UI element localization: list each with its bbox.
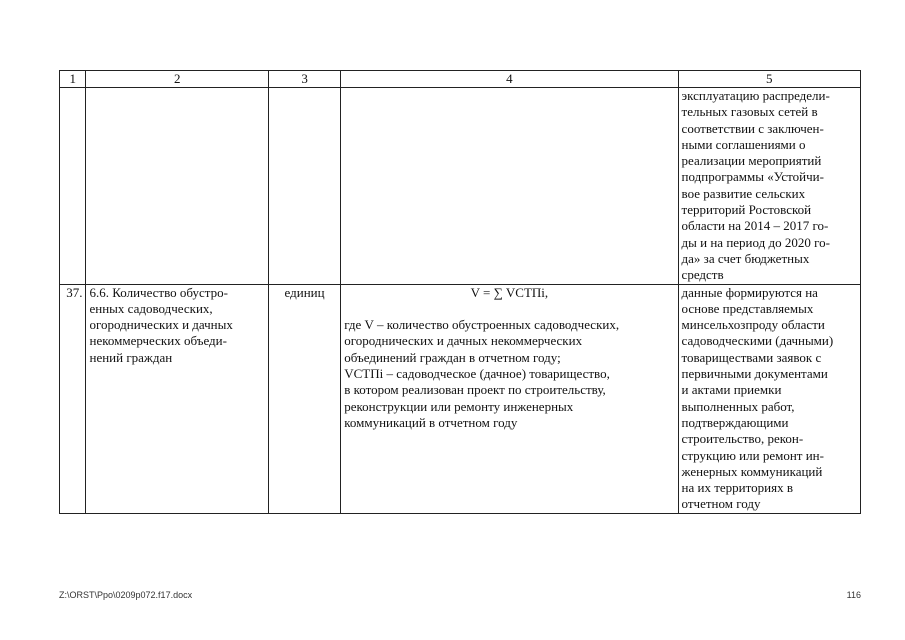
column-header-3: 3 [268,71,340,88]
indicator-name-cell [86,284,268,513]
text-line: где V – количество обустроенных садоводческих, [344,317,620,333]
text-line: выполненных работ, [681,398,795,414]
column-header-5: 5 [678,71,860,88]
text-line: данные формируются на [681,284,818,300]
text-line: минсельхозпроду области [681,317,825,333]
text-line: коммуникаций в отчетном году [344,414,518,430]
text-line: нений граждан [89,349,173,365]
table-header-row [60,71,861,88]
formula-description [344,317,674,431]
text-line: и актами приемки [681,382,782,398]
text-line: тельных газовых сетей в [681,104,818,120]
column-header-4: 4 [341,71,678,88]
row-number: 37. [60,284,86,513]
text-line: женерных коммуникаций [681,463,823,479]
text-line: да» за счет бюджетных [681,250,810,266]
text-line: енных садоводческих, [89,300,213,316]
spacer [344,301,674,317]
text-line: огороднических и дачных [89,317,233,333]
text-line: 6.6. Количество обустро- [89,284,228,300]
continued-cell-4 [341,88,678,285]
table-row-continued [60,88,861,285]
text-line: реконструкции или ремонту инженерных [344,398,574,414]
text-line: вое развитие сельских [681,185,806,201]
text-line: товариществами заявок с [681,349,822,365]
column-header-1: 1 [60,71,86,88]
unit-cell: единиц [268,284,340,513]
text-line: реализации мероприятий [681,153,822,169]
text-line: основе представляемых [681,300,814,316]
text-line: объединений граждан в отчетном году; [344,349,561,365]
text-line: ными соглашениями о [681,136,806,152]
text-line: VСТПi – садоводческое (дачное) товарищество, [344,366,610,382]
column-header-2: 2 [86,71,268,88]
text-line: подтверждающими [681,414,789,430]
text-line: средств [681,267,724,283]
continued-cell-2 [86,88,268,285]
data-source-text [682,285,857,513]
table-row-37 [60,284,861,513]
text-line: подпрограммы «Устойчи- [681,169,824,185]
text-line: первичными документами [681,366,828,382]
text-line: территорий Ростовской [681,202,812,218]
data-source-cell [678,284,860,513]
continued-cell-1 [60,88,86,285]
footer-file-path: Z:\ORST\Ppo\0209p072.f17.docx [59,590,193,600]
text-line: отчетном году [681,496,761,512]
footer-page-number: 116 [846,590,861,600]
text-line: струкцию или ремонт ин- [681,447,824,463]
text-line: некоммерческих объеди- [89,333,227,349]
text-line: огороднических и дачных некоммерческих [344,333,583,349]
text-line: эксплуатацию распредели- [681,88,830,103]
indicator-name [89,285,264,366]
continued-cell-3 [268,88,340,285]
continued-source-cell [678,88,860,285]
formula: V = ∑ VСТПi, [470,284,549,300]
text-line: в котором реализован проект по строительству, [344,382,606,398]
text-line: садоводческими (дачными) [681,333,834,349]
text-line: на их территориях в [681,480,793,496]
text-line: соответствии с заключен- [681,120,824,136]
text-line: строительство, рекон- [681,431,804,447]
indicator-table [59,70,861,514]
continued-source-text [682,88,857,284]
formula-cell [341,284,678,513]
text-line: ды и на период до 2020 го- [681,234,830,250]
text-line: области на 2014 – 2017 го- [681,218,829,234]
